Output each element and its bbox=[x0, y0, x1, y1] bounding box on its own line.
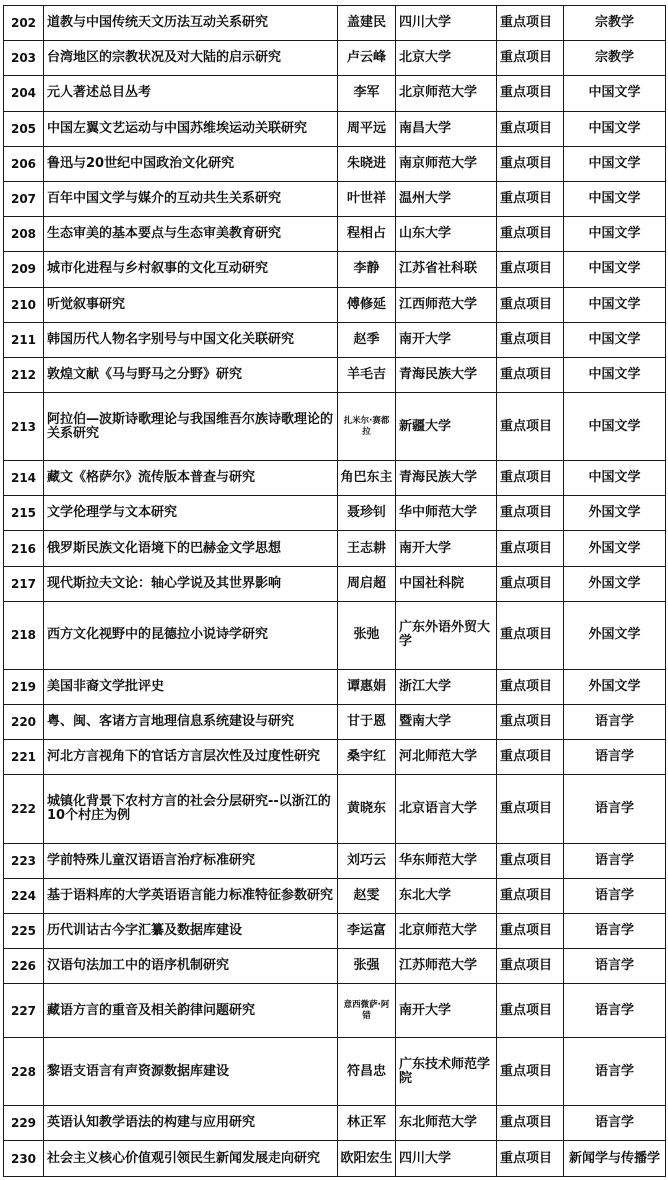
subject-area: 语言学 bbox=[564, 878, 666, 913]
institution: 南开大学 bbox=[396, 984, 497, 1038]
row-number: 227 bbox=[4, 984, 44, 1038]
institution: 南昌大学 bbox=[396, 111, 497, 146]
project-leader: 赵季 bbox=[338, 322, 396, 357]
table-row bbox=[4, 287, 666, 322]
project-level: 重点项目 bbox=[497, 1141, 564, 1177]
table-row bbox=[4, 949, 666, 984]
project-leader: 叶世祥 bbox=[338, 181, 396, 216]
project-level: 重点项目 bbox=[497, 705, 564, 740]
project-level: 重点项目 bbox=[497, 461, 564, 496]
project-leader: 卢云峰 bbox=[338, 41, 396, 76]
project-level: 重点项目 bbox=[497, 393, 564, 461]
project-leader: 程相占 bbox=[338, 217, 396, 252]
institution: 四川大学 bbox=[396, 1141, 497, 1177]
row-number: 220 bbox=[4, 705, 44, 740]
project-title: 阿拉伯—波斯诗歌理论与我国维吾尔族诗歌理论的关系研究 bbox=[44, 393, 338, 461]
project-title: 鲁迅与20世纪中国政治文化研究 bbox=[44, 146, 338, 181]
project-leader: 聂珍钊 bbox=[338, 496, 396, 531]
project-title: 英语认知教学语法的构建与应用研究 bbox=[44, 1106, 338, 1141]
project-leader: 盖建民 bbox=[338, 6, 396, 41]
project-title: 现代斯拉夫文论：轴心学说及其世界影响 bbox=[44, 566, 338, 601]
project-level: 重点项目 bbox=[497, 287, 564, 322]
project-leader: 赵雯 bbox=[338, 878, 396, 913]
table-row bbox=[4, 496, 666, 531]
row-number: 203 bbox=[4, 41, 44, 76]
subject-area: 语言学 bbox=[564, 705, 666, 740]
project-title: 百年中国文学与媒介的互动共生关系研究 bbox=[44, 181, 338, 216]
project-level: 重点项目 bbox=[497, 669, 564, 704]
project-title: 城市化进程与乡村叙事的文化互动研究 bbox=[44, 252, 338, 287]
project-level: 重点项目 bbox=[497, 357, 564, 392]
row-number: 213 bbox=[4, 393, 44, 461]
table-row bbox=[4, 252, 666, 287]
project-level: 重点项目 bbox=[497, 6, 564, 41]
subject-area: 语言学 bbox=[564, 775, 666, 843]
project-title: 道教与中国传统天文历法互动关系研究 bbox=[44, 6, 338, 41]
project-title: 社会主义核心价值观引领民生新闻发展走向研究 bbox=[44, 1141, 338, 1177]
row-number: 211 bbox=[4, 322, 44, 357]
table-row bbox=[4, 705, 666, 740]
table-row bbox=[4, 181, 666, 216]
institution: 暨南大学 bbox=[396, 705, 497, 740]
project-title: 西方文化视野中的昆德拉小说诗学研究 bbox=[44, 601, 338, 669]
project-leader: 角巴东主 bbox=[338, 461, 396, 496]
project-level: 重点项目 bbox=[497, 181, 564, 216]
project-leader: 黄晓东 bbox=[338, 775, 396, 843]
subject-area: 中国文学 bbox=[564, 146, 666, 181]
project-leader: 意西微萨·阿错 bbox=[338, 984, 396, 1038]
institution: 北京语言大学 bbox=[396, 775, 497, 843]
row-number: 206 bbox=[4, 146, 44, 181]
table-row bbox=[4, 76, 666, 111]
table-row bbox=[4, 461, 666, 496]
row-number: 230 bbox=[4, 1141, 44, 1177]
subject-area: 中国文学 bbox=[564, 217, 666, 252]
institution: 中国社科院 bbox=[396, 566, 497, 601]
subject-area: 中国文学 bbox=[564, 357, 666, 392]
project-table-body bbox=[4, 6, 666, 1177]
project-leader: 扎米尔·赛都拉 bbox=[338, 393, 396, 461]
institution: 青海民族大学 bbox=[396, 357, 497, 392]
subject-area: 外国文学 bbox=[564, 601, 666, 669]
subject-area: 外国文学 bbox=[564, 669, 666, 704]
row-number: 207 bbox=[4, 181, 44, 216]
row-number: 215 bbox=[4, 496, 44, 531]
institution: 山东大学 bbox=[396, 217, 497, 252]
subject-area: 语言学 bbox=[564, 1106, 666, 1141]
institution: 江苏省社科联 bbox=[396, 252, 497, 287]
subject-area: 中国文学 bbox=[564, 76, 666, 111]
institution: 浙江大学 bbox=[396, 669, 497, 704]
project-level: 重点项目 bbox=[497, 1038, 564, 1106]
institution: 江苏师范大学 bbox=[396, 949, 497, 984]
institution: 南京师范大学 bbox=[396, 146, 497, 181]
institution: 北京师范大学 bbox=[396, 913, 497, 948]
project-title: 城镇化背景下农村方言的社会分层研究--以浙江的10个村庄为例 bbox=[44, 775, 338, 843]
project-title: 生态审美的基本要点与生态审美教育研究 bbox=[44, 217, 338, 252]
table-row bbox=[4, 984, 666, 1038]
project-title: 韩国历代人物名字别号与中国文化关联研究 bbox=[44, 322, 338, 357]
table-row bbox=[4, 566, 666, 601]
subject-area: 语言学 bbox=[564, 984, 666, 1038]
institution: 江西师范大学 bbox=[396, 287, 497, 322]
row-number: 214 bbox=[4, 461, 44, 496]
institution: 广东外语外贸大学 bbox=[396, 601, 497, 669]
project-title: 美国非裔文学批评史 bbox=[44, 669, 338, 704]
project-leader: 张弛 bbox=[338, 601, 396, 669]
institution: 东北师范大学 bbox=[396, 1106, 497, 1141]
project-leader: 周平远 bbox=[338, 111, 396, 146]
project-level: 重点项目 bbox=[497, 601, 564, 669]
project-title: 基于语料库的大学英语语言能力标准特征参数研究 bbox=[44, 878, 338, 913]
row-number: 209 bbox=[4, 252, 44, 287]
row-number: 221 bbox=[4, 740, 44, 775]
project-leader: 欧阳宏生 bbox=[338, 1141, 396, 1177]
row-number: 216 bbox=[4, 531, 44, 566]
subject-area: 中国文学 bbox=[564, 111, 666, 146]
project-leader: 林正军 bbox=[338, 1106, 396, 1141]
project-leader: 刘巧云 bbox=[338, 843, 396, 878]
project-level: 重点项目 bbox=[497, 322, 564, 357]
subject-area: 外国文学 bbox=[564, 531, 666, 566]
table-row bbox=[4, 393, 666, 461]
institution: 南开大学 bbox=[396, 322, 497, 357]
project-level: 重点项目 bbox=[497, 531, 564, 566]
table-row bbox=[4, 322, 666, 357]
row-number: 228 bbox=[4, 1038, 44, 1106]
project-title: 俄罗斯民族文化语境下的巴赫金文学思想 bbox=[44, 531, 338, 566]
project-title: 敦煌文献《马与野马之分野》研究 bbox=[44, 357, 338, 392]
project-title: 中国左翼文艺运动与中国苏维埃运动关联研究 bbox=[44, 111, 338, 146]
subject-area: 语言学 bbox=[564, 1038, 666, 1106]
project-leader: 李静 bbox=[338, 252, 396, 287]
project-level: 重点项目 bbox=[497, 566, 564, 601]
institution: 广东技术师范学院 bbox=[396, 1038, 497, 1106]
project-level: 重点项目 bbox=[497, 41, 564, 76]
project-title: 听觉叙事研究 bbox=[44, 287, 338, 322]
table-row bbox=[4, 357, 666, 392]
project-level: 重点项目 bbox=[497, 252, 564, 287]
project-level: 重点项目 bbox=[497, 984, 564, 1038]
table-row bbox=[4, 669, 666, 704]
row-number: 226 bbox=[4, 949, 44, 984]
row-number: 210 bbox=[4, 287, 44, 322]
subject-area: 语言学 bbox=[564, 949, 666, 984]
row-number: 212 bbox=[4, 357, 44, 392]
table-row bbox=[4, 1141, 666, 1177]
table-row bbox=[4, 740, 666, 775]
row-number: 204 bbox=[4, 76, 44, 111]
project-leader: 朱晓进 bbox=[338, 146, 396, 181]
institution: 河北师范大学 bbox=[396, 740, 497, 775]
subject-area: 语言学 bbox=[564, 740, 666, 775]
subject-area: 语言学 bbox=[564, 913, 666, 948]
institution: 四川大学 bbox=[396, 6, 497, 41]
row-number: 219 bbox=[4, 669, 44, 704]
project-leader: 王志耕 bbox=[338, 531, 396, 566]
row-number: 205 bbox=[4, 111, 44, 146]
project-level: 重点项目 bbox=[497, 775, 564, 843]
project-level: 重点项目 bbox=[497, 740, 564, 775]
subject-area: 外国文学 bbox=[564, 566, 666, 601]
institution: 华中师范大学 bbox=[396, 496, 497, 531]
project-leader: 符昌忠 bbox=[338, 1038, 396, 1106]
project-title: 河北方言视角下的官话方言层次性及过度性研究 bbox=[44, 740, 338, 775]
table-row bbox=[4, 1038, 666, 1106]
row-number: 225 bbox=[4, 913, 44, 948]
project-title: 汉语句法加工中的语序机制研究 bbox=[44, 949, 338, 984]
row-number: 202 bbox=[4, 6, 44, 41]
table-row bbox=[4, 146, 666, 181]
subject-area: 新闻学与传播学 bbox=[564, 1141, 666, 1177]
institution: 北京师范大学 bbox=[396, 76, 497, 111]
row-number: 222 bbox=[4, 775, 44, 843]
institution: 南开大学 bbox=[396, 531, 497, 566]
subject-area: 宗教学 bbox=[564, 41, 666, 76]
subject-area: 语言学 bbox=[564, 843, 666, 878]
row-number: 217 bbox=[4, 566, 44, 601]
project-title: 藏语方言的重音及相关韵律问题研究 bbox=[44, 984, 338, 1038]
project-leader: 桑宇红 bbox=[338, 740, 396, 775]
subject-area: 中国文学 bbox=[564, 181, 666, 216]
project-title: 文学伦理学与文本研究 bbox=[44, 496, 338, 531]
table-row bbox=[4, 913, 666, 948]
project-leader: 谭惠娟 bbox=[338, 669, 396, 704]
project-title: 台湾地区的宗教状况及对大陆的启示研究 bbox=[44, 41, 338, 76]
subject-area: 中国文学 bbox=[564, 393, 666, 461]
project-title: 粤、闽、客诸方言地理信息系统建设与研究 bbox=[44, 705, 338, 740]
project-leader: 傅修延 bbox=[338, 287, 396, 322]
institution: 青海民族大学 bbox=[396, 461, 497, 496]
project-level: 重点项目 bbox=[497, 843, 564, 878]
project-level: 重点项目 bbox=[497, 913, 564, 948]
institution: 新疆大学 bbox=[396, 393, 497, 461]
project-level: 重点项目 bbox=[497, 1106, 564, 1141]
project-level: 重点项目 bbox=[497, 949, 564, 984]
project-level: 重点项目 bbox=[497, 878, 564, 913]
project-level: 重点项目 bbox=[497, 146, 564, 181]
row-number: 223 bbox=[4, 843, 44, 878]
row-number: 218 bbox=[4, 601, 44, 669]
table-row bbox=[4, 878, 666, 913]
institution: 北京大学 bbox=[396, 41, 497, 76]
table-row bbox=[4, 601, 666, 669]
subject-area: 中国文学 bbox=[564, 322, 666, 357]
institution: 温州大学 bbox=[396, 181, 497, 216]
subject-area: 中国文学 bbox=[564, 461, 666, 496]
table-row bbox=[4, 41, 666, 76]
subject-area: 宗教学 bbox=[564, 6, 666, 41]
row-number: 208 bbox=[4, 217, 44, 252]
project-level: 重点项目 bbox=[497, 76, 564, 111]
table-row bbox=[4, 6, 666, 41]
row-number: 224 bbox=[4, 878, 44, 913]
project-level: 重点项目 bbox=[497, 217, 564, 252]
table-row bbox=[4, 217, 666, 252]
subject-area: 外国文学 bbox=[564, 496, 666, 531]
project-leader: 李运富 bbox=[338, 913, 396, 948]
project-leader: 周启超 bbox=[338, 566, 396, 601]
project-leader: 李军 bbox=[338, 76, 396, 111]
project-title: 藏文《格萨尔》流传版本普查与研究 bbox=[44, 461, 338, 496]
project-leader: 张强 bbox=[338, 949, 396, 984]
project-title: 学前特殊儿童汉语语言治疗标准研究 bbox=[44, 843, 338, 878]
table-row bbox=[4, 1106, 666, 1141]
table-row bbox=[4, 775, 666, 843]
project-title: 元人著述总目丛考 bbox=[44, 76, 338, 111]
subject-area: 中国文学 bbox=[564, 252, 666, 287]
institution: 华东师范大学 bbox=[396, 843, 497, 878]
project-leader: 羊毛吉 bbox=[338, 357, 396, 392]
row-number: 229 bbox=[4, 1106, 44, 1141]
project-title: 黎语支语言有声资源数据库建设 bbox=[44, 1038, 338, 1106]
project-title: 历代训诂古今字汇纂及数据库建设 bbox=[44, 913, 338, 948]
institution: 东北大学 bbox=[396, 878, 497, 913]
subject-area: 中国文学 bbox=[564, 287, 666, 322]
project-leader: 甘于恩 bbox=[338, 705, 396, 740]
table-row bbox=[4, 531, 666, 566]
project-level: 重点项目 bbox=[497, 111, 564, 146]
project-table bbox=[3, 5, 666, 1177]
table-row bbox=[4, 111, 666, 146]
project-level: 重点项目 bbox=[497, 496, 564, 531]
table-row bbox=[4, 843, 666, 878]
